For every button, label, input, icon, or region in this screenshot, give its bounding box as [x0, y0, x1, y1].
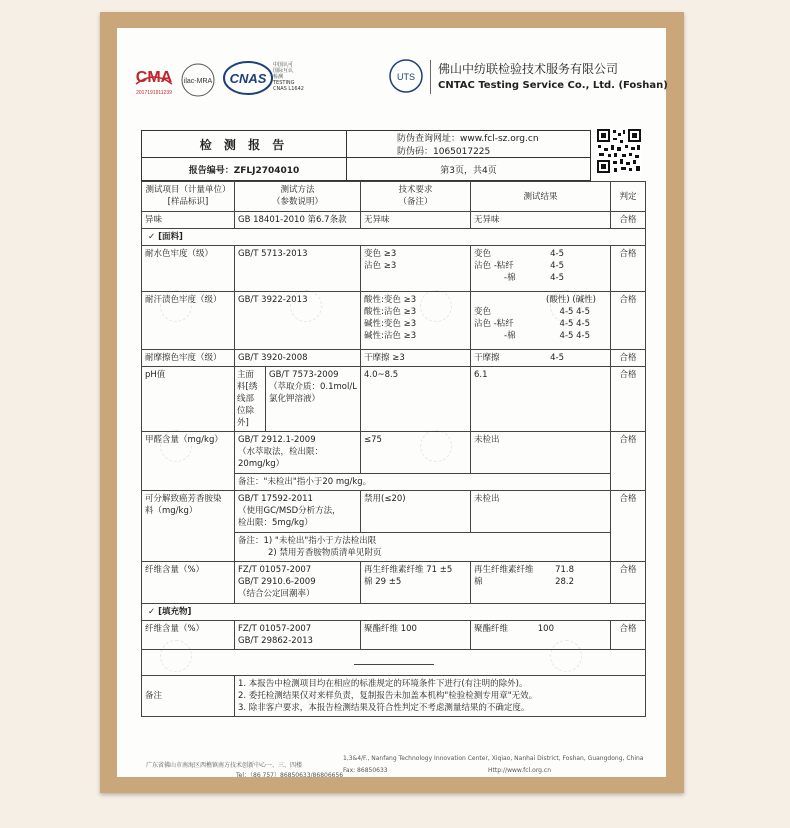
- section-row: [142, 604, 646, 621]
- note-row: 备注：1) "未检出"指小于方法检出限 2) 禁用芳香胺物质清单见附页: [142, 533, 646, 562]
- uts-logo: [388, 58, 424, 94]
- table-row: 纤维含量（%） FZ/T 01057-2007 GB/T 2910.6-2009 （结合公定回潮率） 再生纤维素纤维 71 ±5 棉 29 ±5 再生纤维素纤维 71.8 棉 28.2 合格: [142, 562, 646, 604]
- col-header-result: 测试结果: [471, 182, 611, 212]
- cnas-logo: [222, 58, 274, 98]
- section-row: [142, 229, 646, 246]
- table-row: 耐摩擦色牢度（级） GB/T 3920-2008 干摩擦 ≥3 干摩擦 4-5 合格: [142, 350, 646, 367]
- footer-address-cn: 广东省佛山市南海区西樵镇南方技术创新中心一、三、四楼: [146, 762, 303, 769]
- table-row: 耐水色牢度（级） GB/T 5713-2013 变色 ≥3 沾色 ≥3 变色 4-5 沾色 -粘纤 4-5 -棉 4-5 合格: [142, 246, 646, 292]
- blank-row: [142, 650, 646, 676]
- table-row: 异味 GB 18401-2010 第6.7条款 无异味 无异味 合格: [142, 212, 646, 229]
- cma-logo: [132, 60, 176, 100]
- remarks-row: 备注 1. 本报告中检测项目均在相应的标准规定的环境条件下进行(有注明的除外)。 2. 委托检测结果仅对来样负责，复制报告未加盖本机构"检验检测专用章"无效。 3. 除非客户要求，本报告检测结果及符合性判定不考虑测量结果的不确定度。: [142, 676, 646, 717]
- table-row: 甲醛含量（mg/kg） GB/T 2912.1-2009 （水萃取法，检出限： 20mg/kg） ≤75 未检出 合格: [142, 432, 646, 474]
- footer-website: Http://www.fcl.org.cn: [488, 767, 552, 774]
- table-row: 可分解致癌芳香胺染 料（mg/kg） GB/T 17592-2011 （使用GC/MSD分析方法， 检出限：5mg/kg） 禁用(≤20) 未检出 合格: [142, 491, 646, 533]
- col-header-judgement: 判定: [611, 182, 646, 212]
- end-line: [354, 664, 434, 665]
- company-name-en: CNTAC Testing Service Co., Ltd. (Foshan): [438, 80, 668, 91]
- cnas-caption: 中国认可 国际互认 检测 TESTING CNAS L1642: [273, 62, 304, 92]
- verify-code: 防伪码：1065017225: [397, 147, 491, 157]
- footer-tel: Tel：（86 757）86850633/86806656: [236, 772, 344, 779]
- ilac-mra-logo: [178, 62, 218, 98]
- svg-text:CMA: CMA: [135, 69, 173, 86]
- col-header-method: 测试方法 （参数说明）: [235, 182, 361, 212]
- svg-text:UTS: UTS: [397, 72, 415, 82]
- svg-text:ilac-MRA: ilac-MRA: [183, 78, 213, 85]
- company-name-cn: 佛山中纺联检验技术服务有限公司: [438, 62, 619, 76]
- footer-address-en: 1,3&4/F., Nanfang Technology Innovation Center, Xiqiao, Nanhai District, Foshan, Guangdong, China: [343, 755, 644, 762]
- section-filler: ✓ [填充物]: [142, 604, 646, 621]
- report-title: 检 测 报 告: [142, 131, 347, 158]
- report-header-table: [141, 130, 591, 181]
- test-results-table: [141, 181, 646, 717]
- table-row: pH值 主面 料[绣 线部 位除 外] GB/T 7573-2009 （萃取介质：0.1mol/L 氯化钾溶液） 4.0~8.5 6.1 合格: [142, 367, 646, 432]
- note-row: 备注："未检出"指小于20 mg/kg。: [142, 474, 646, 491]
- svg-text:2017191911239: 2017191911239: [136, 90, 172, 96]
- table-row: 纤维含量（%） FZ/T 01057-2007 GB/T 29862-2013 聚酯纤维 100 聚酯纤维 100 合格: [142, 621, 646, 650]
- col-header-requirement: 技术要求 （备注）: [361, 182, 471, 212]
- report-number: 报告编号：ZFLJ2704010: [142, 158, 347, 181]
- svg-text:CNAS: CNAS: [229, 71, 267, 86]
- section-fabric: ✓ [面料]: [142, 229, 646, 246]
- verify-site: 防伪查询网址：www.fcl-sz.org.cn: [397, 134, 539, 144]
- col-header-item: 测试项目（计量单位） [样品标识]: [142, 182, 235, 212]
- qr-code-icon: [596, 128, 642, 174]
- sample-id: 主面 料[绣 线部 位除 外]: [235, 367, 266, 431]
- page-info: 第3页，共4页: [347, 158, 591, 181]
- footer-fax: Fax: 86850633: [343, 767, 388, 774]
- table-row: 耐汗渍色牢度（级） GB/T 3922-2013 酸性:变色 ≥3 酸性:沾色 ≥3 碱性:变色 ≥3 碱性:沾色 ≥3 (酸性) (碱性) 变色 4-5 4-5 沾色 -粘纤 4-5 4-5 -棉 4-5 4-5 合格: [142, 292, 646, 350]
- logo-divider: [430, 60, 431, 94]
